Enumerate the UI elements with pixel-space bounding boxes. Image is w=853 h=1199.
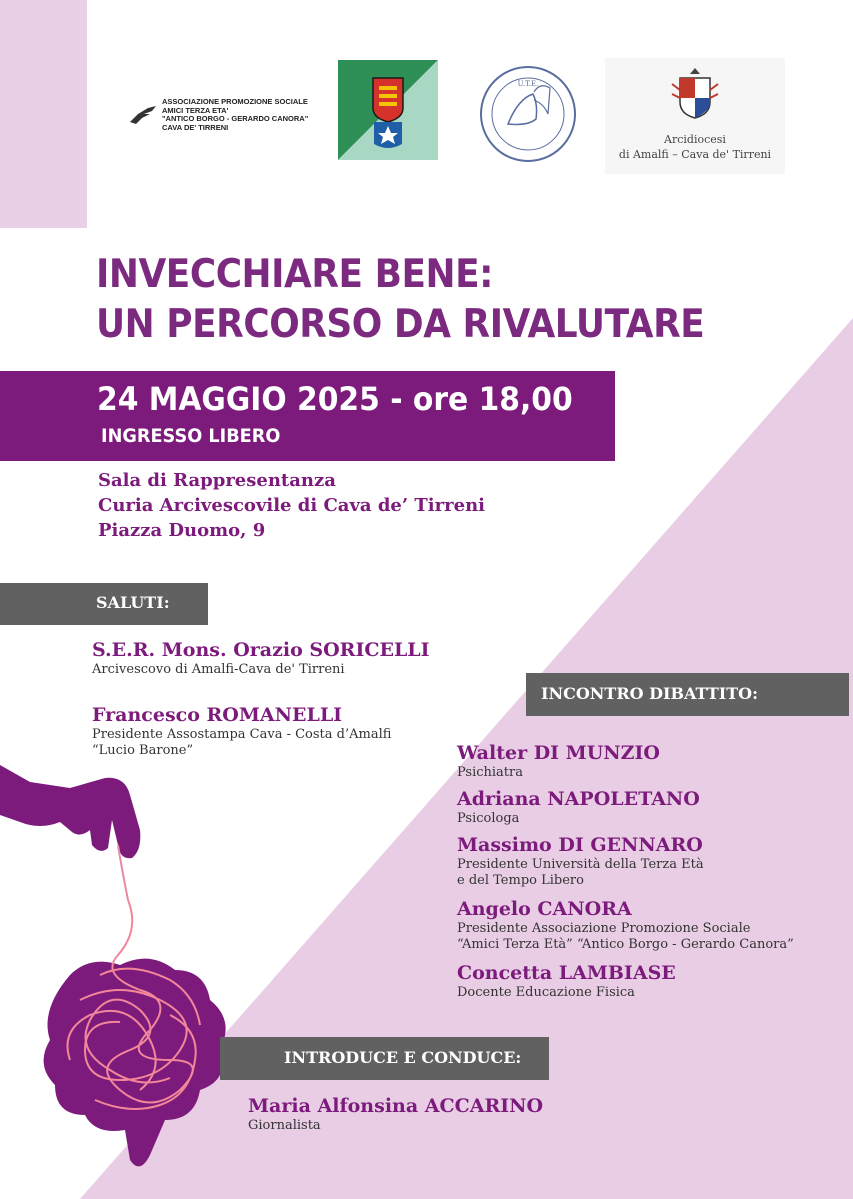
speaker bbox=[457, 741, 660, 781]
venue-line: Sala di Rappresentanza bbox=[98, 470, 336, 491]
giornalisti-logo bbox=[338, 60, 438, 160]
person-name: S.E.R. Mons. Orazio SORICELLI bbox=[92, 639, 430, 661]
saluti-person bbox=[92, 703, 391, 759]
person-role: Giornalista bbox=[248, 1118, 321, 1133]
speaker bbox=[457, 897, 794, 953]
person-role: “Amici Terza Età” “Antico Borgo - Gerardo Canora” bbox=[457, 937, 794, 952]
person-role: Presidente Università della Terza Età bbox=[457, 857, 704, 872]
title-line-1: INVECCHIARE BENE: bbox=[96, 252, 494, 297]
aps-line: ASSOCIAZIONE PROMOZIONE SOCIALE bbox=[162, 97, 308, 106]
person-role: “Lucio Barone” bbox=[92, 743, 194, 758]
person-name: Angelo CANORA bbox=[457, 898, 632, 920]
person-role: Docente Educazione Fisica bbox=[457, 985, 635, 1000]
arcidiocesi-logo bbox=[605, 58, 785, 174]
hand-shape bbox=[0, 765, 140, 858]
aps-line: AMICI TERZA ETA' bbox=[162, 105, 229, 115]
svg-text:U.T.E.: U.T.E. bbox=[517, 80, 539, 88]
speaker bbox=[457, 833, 704, 889]
incontro-heading: INCONTRO DIBATTITO: bbox=[526, 673, 849, 716]
person-role: Arcivescovo di Amalfi-Cava de' Tirreni bbox=[92, 662, 345, 677]
person-name: Massimo DI GENNARO bbox=[457, 834, 703, 856]
moderator bbox=[248, 1094, 543, 1134]
ute-logo bbox=[478, 64, 578, 164]
person-role: Psichiatra bbox=[457, 765, 523, 780]
aps-logo bbox=[128, 98, 318, 138]
person-name: Francesco ROMANELLI bbox=[92, 704, 343, 726]
event-date-time: 24 MAGGIO 2025 - ore 18,00 bbox=[97, 380, 573, 418]
person-role: Psicologa bbox=[457, 811, 520, 826]
entry-info: INGRESSO LIBERO bbox=[101, 425, 281, 447]
venue-line: Curia Arcivescovile di Cava de’ Tirreni bbox=[98, 495, 485, 516]
arcidiocesi-line: Arcidiocesi bbox=[664, 133, 726, 146]
person-name: Concetta LAMBIASE bbox=[457, 962, 676, 984]
arcidiocesi-line: di Amalfi – Cava de' Tirreni bbox=[618, 148, 772, 161]
event-title bbox=[96, 250, 704, 350]
saluti-heading: SALUTI: bbox=[0, 583, 208, 625]
logo-strip bbox=[0, 0, 853, 240]
aps-line: CAVA DE' TIRRENI bbox=[162, 122, 229, 132]
speaker bbox=[457, 787, 700, 827]
coat-of-arms-icon bbox=[668, 64, 722, 124]
speaker bbox=[457, 961, 676, 1001]
saluti-person bbox=[92, 638, 430, 678]
venue-line: Piazza Duomo, 9 bbox=[98, 520, 266, 541]
aps-line: "ANTICO BORGO - GERARDO CANORA" bbox=[162, 114, 309, 123]
person-name: Adriana NAPOLETANO bbox=[457, 788, 700, 810]
introduce-heading: INTRODUCE E CONDUCE: bbox=[220, 1037, 549, 1080]
person-role: Presidente Associazione Promozione Sociale bbox=[457, 921, 751, 936]
person-role: e del Tempo Libero bbox=[457, 873, 584, 888]
title-line-2: UN PERCORSO DA RIVALUTARE bbox=[96, 302, 705, 347]
brain-shape bbox=[44, 959, 226, 1167]
hand-logo-icon bbox=[128, 102, 158, 128]
person-name: Maria Alfonsina ACCARINO bbox=[248, 1095, 544, 1117]
venue-address bbox=[98, 468, 485, 543]
person-name: Walter DI MUNZIO bbox=[457, 742, 660, 764]
person-role: Presidente Assostampa Cava - Costa d’Amalfi bbox=[92, 727, 392, 742]
